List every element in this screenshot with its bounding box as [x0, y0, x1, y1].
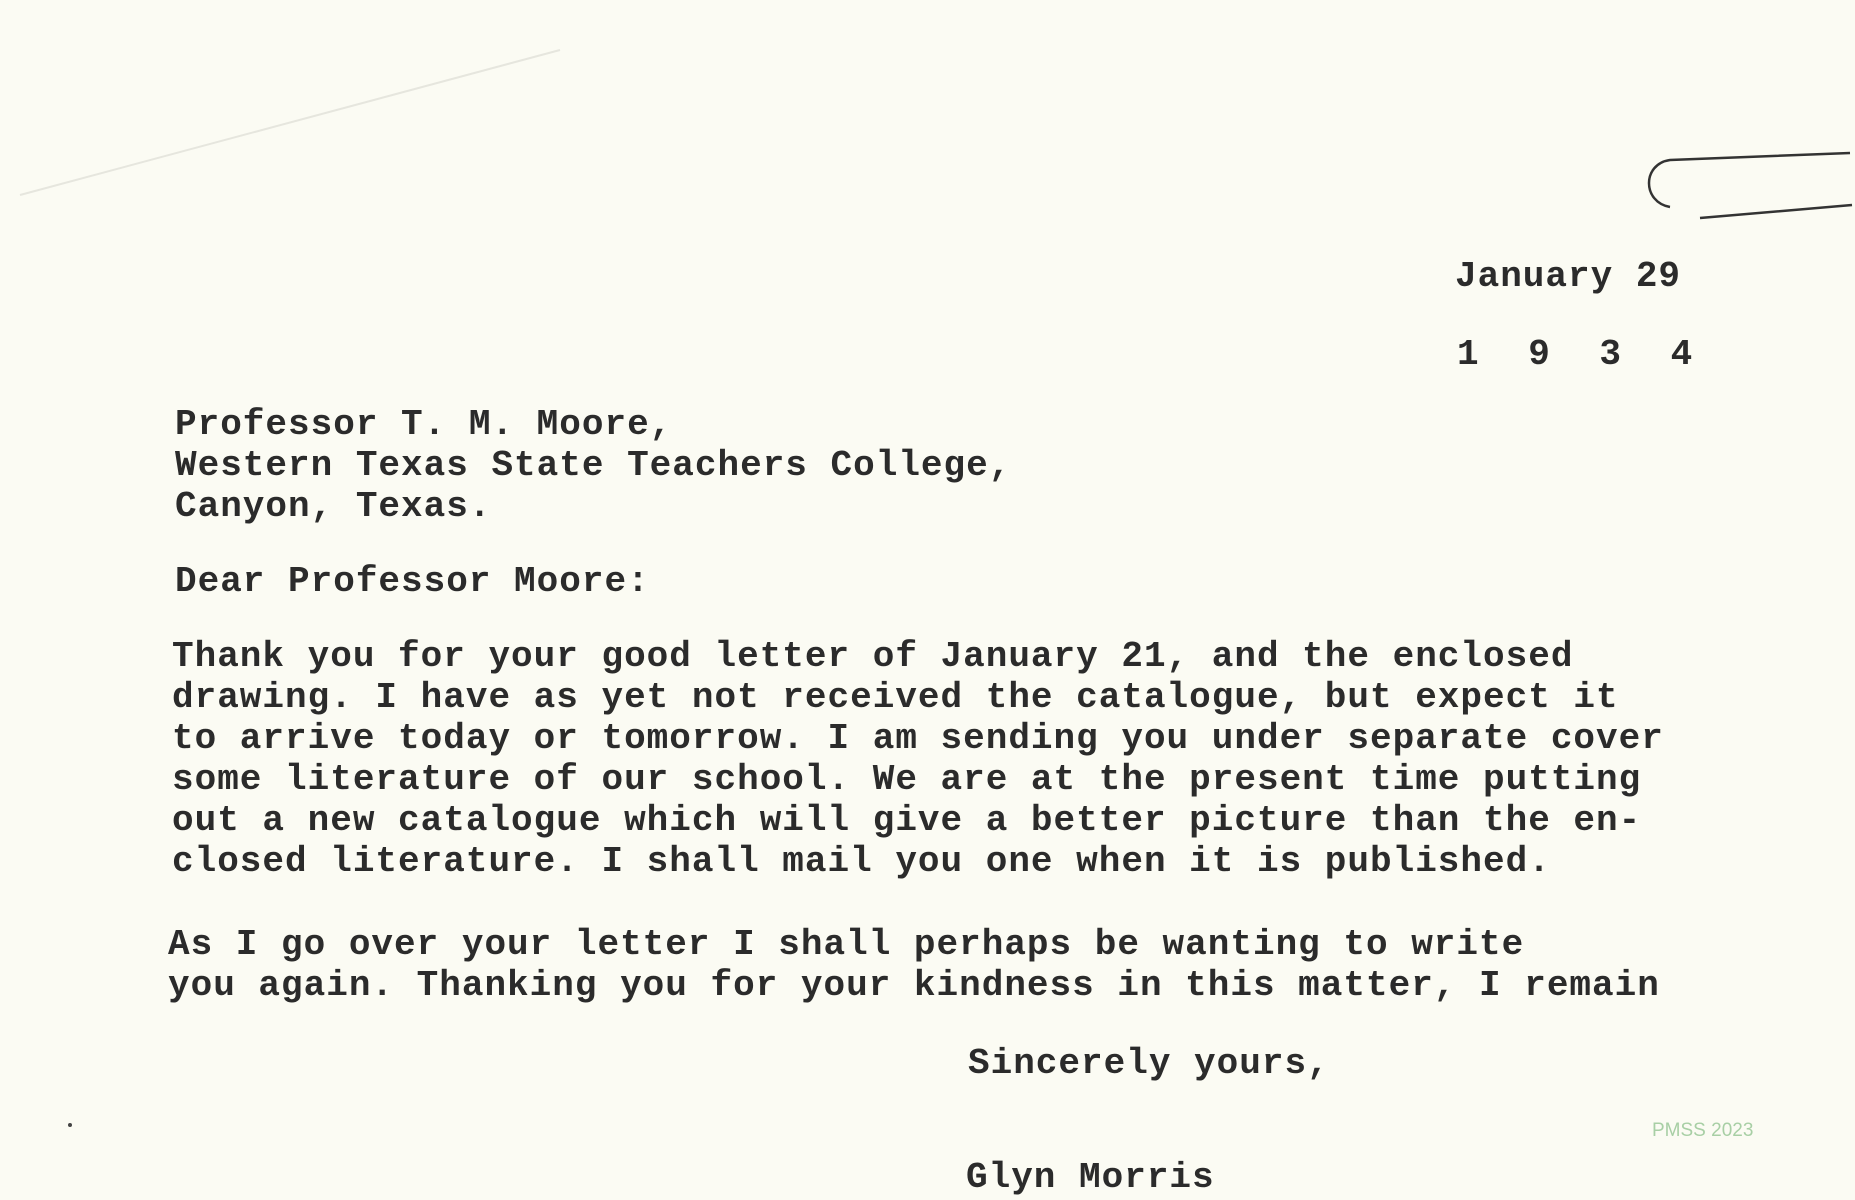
- signature-name: Glyn Morris: [966, 1157, 1215, 1198]
- letter-year: 1 9 3 4: [1457, 334, 1707, 375]
- recipient-address: Professor T. M. Moore, Western Texas State Teachers College, Canyon, Texas.: [175, 404, 1012, 527]
- archive-watermark: PMSS 2023: [1652, 1120, 1754, 1141]
- paper-crease-line: [0, 40, 600, 200]
- staple-mark: [1630, 140, 1855, 230]
- paper-speck: [68, 1123, 72, 1127]
- body-paragraph-2: As I go over your letter I shall perhaps be wanting to write you again. Thanking you for your kindness in this matter, I remain: [168, 924, 1660, 1006]
- letter-date: January 29: [1455, 256, 1682, 297]
- salutation: Dear Professor Moore:: [175, 561, 650, 602]
- closing: Sincerely yours,: [968, 1043, 1330, 1084]
- body-paragraph-1: Thank you for your good letter of January 21, and the enclosed drawing. I have as yet not received the catalogue, but expect it to arrive today or tomorrow. I am sending you under separate cover some literature of our school. We are at the present time putting out a new catalogue which will give a better picture than the en- closed literature. I shall mail you one when it is published.: [172, 636, 1664, 882]
